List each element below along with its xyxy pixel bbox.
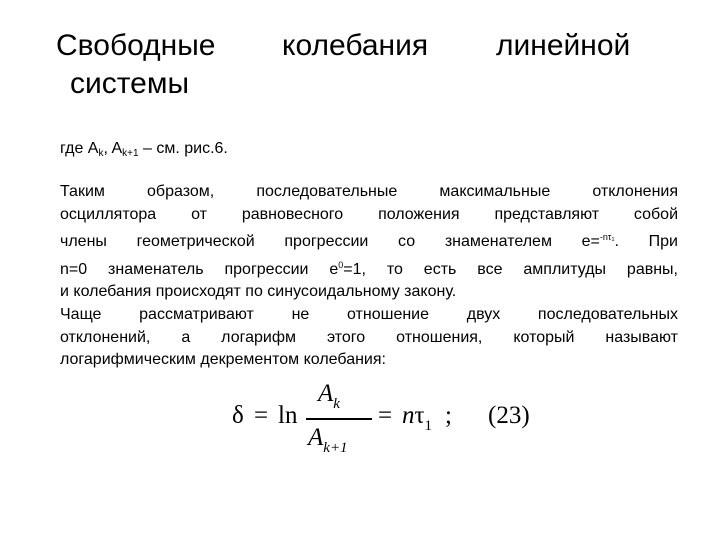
slide-title xyxy=(56,28,638,108)
formula-n: n xyxy=(402,402,415,429)
formula-equals-2: = xyxy=(378,402,393,429)
paragraph-line-2: осциллятора от равновесного положения представляют собой xyxy=(60,205,678,223)
formula-ln: ln xyxy=(278,402,298,429)
formula-numerator xyxy=(318,380,340,413)
where-mid: , A xyxy=(103,140,123,157)
line3-post: . При xyxy=(614,233,678,251)
denominator-sub: k+1 xyxy=(323,440,348,456)
paragraph-line-1: Таким образом, последовательные максимальные отклонения xyxy=(60,183,678,200)
line3-exponent: -nτ₁ xyxy=(599,232,615,243)
line4-pre: n=0 знаменатель прогрессии e xyxy=(60,260,339,278)
where-prefix: где A xyxy=(60,140,99,157)
numerator-var: A xyxy=(318,380,334,407)
formula-23 xyxy=(232,380,552,460)
paragraph-line-5: и колебания происходят по синусоидальному закону. xyxy=(60,283,457,301)
where-sub-k: k xyxy=(98,148,104,159)
line4-exponent: 0 xyxy=(338,259,344,270)
title-word-4: системы xyxy=(70,67,190,100)
title-word-2: колебания xyxy=(282,29,429,62)
line3-pre: члены геометрической прогрессии со знаменателем e= xyxy=(60,233,600,251)
paragraph-line-8: логарифмическим декрементом колебания: xyxy=(60,351,386,369)
title-word-1: Свободные xyxy=(56,29,216,62)
formula-number: (23) xyxy=(488,402,530,429)
where-suffix: – см. рис.6. xyxy=(138,140,228,157)
formula-tau-sub: 1 xyxy=(424,418,433,434)
formula-equals-1: = xyxy=(254,402,269,429)
formula-delta: δ xyxy=(232,402,244,429)
numerator-sub: k xyxy=(333,396,340,412)
denominator-var: A xyxy=(308,424,324,451)
paragraph-line-3 xyxy=(60,226,678,254)
line4-post: =1, то есть все амплитуды равны, xyxy=(343,260,678,278)
paragraph-line-7: отклонений, а логарифм этого отношения, который называют xyxy=(60,328,678,346)
paragraph-line-4 xyxy=(60,254,678,282)
formula-tau: τ xyxy=(414,402,425,429)
fraction-bar xyxy=(306,418,372,420)
formula-denominator xyxy=(308,424,348,457)
where-line xyxy=(60,140,228,159)
formula-semicolon: ; xyxy=(445,402,452,429)
formula-n-tau xyxy=(402,402,432,435)
paragraph-line-6: Чаще рассматривают не отношение двух последовательных xyxy=(60,305,678,323)
body-paragraph xyxy=(60,181,678,372)
title-word-3: линейной xyxy=(496,29,631,62)
where-sub-k1: k+1 xyxy=(122,148,139,159)
